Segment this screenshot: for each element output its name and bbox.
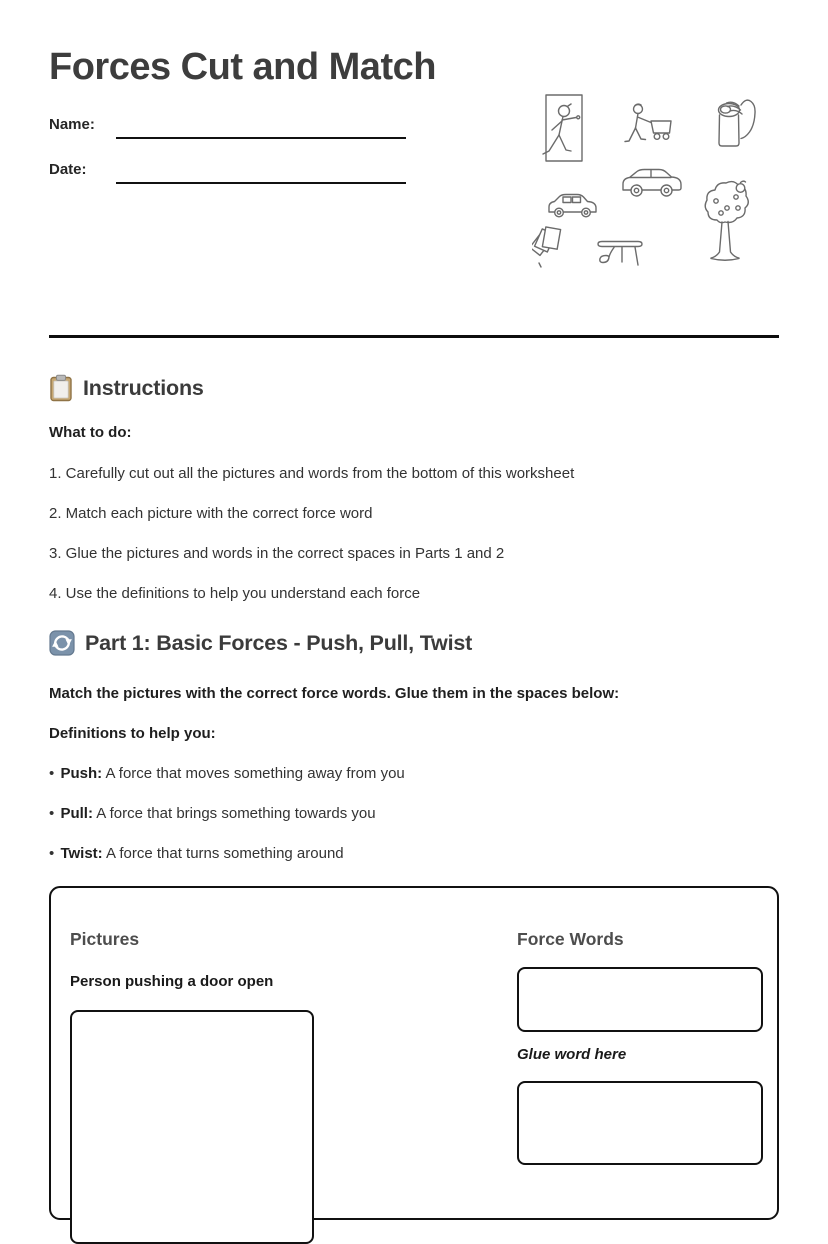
instructions-heading bbox=[49, 374, 204, 402]
bullet-glyph: • bbox=[49, 765, 55, 782]
picture-caption: Person pushing a door open bbox=[70, 973, 274, 990]
name-write-line bbox=[116, 137, 406, 139]
definition-text: A force that moves something away from you bbox=[105, 765, 405, 782]
arrows-cycle-icon bbox=[49, 630, 75, 656]
pictures-column-header: Pictures bbox=[70, 929, 140, 949]
definition-push bbox=[49, 765, 405, 782]
person-pushing-door-illustration bbox=[540, 93, 584, 165]
instructions-heading-text: Instructions bbox=[83, 375, 204, 400]
table-with-shoe-illustration bbox=[592, 235, 646, 269]
definition-text: A force that brings something towards you bbox=[96, 805, 376, 822]
bullet-glyph: • bbox=[49, 805, 55, 822]
glue-word-here-label: Glue word here bbox=[517, 1046, 627, 1063]
bullet-glyph: • bbox=[49, 845, 55, 862]
section-divider bbox=[49, 335, 779, 338]
force-word-glue-box bbox=[517, 967, 763, 1032]
definition-term: Push: bbox=[60, 765, 103, 782]
definition-twist bbox=[49, 845, 344, 862]
person-pushing-cart-illustration bbox=[624, 101, 682, 149]
instruction-step: 1. Carefully cut out all the pictures and words from the bottom of this worksheet bbox=[49, 465, 575, 482]
instruction-step: 4. Use the definitions to help you understand each force bbox=[49, 585, 421, 602]
clipboard-icon bbox=[49, 374, 73, 402]
definition-term: Twist: bbox=[60, 845, 103, 862]
name-label: Name: bbox=[49, 116, 95, 133]
definition-text: A force that turns something around bbox=[106, 845, 344, 862]
instruction-step: 2. Match each picture with the correct force word bbox=[49, 505, 373, 522]
definition-term: Pull: bbox=[60, 805, 93, 822]
part1-heading-text: Part 1: Basic Forces - Push, Pull, Twist bbox=[85, 630, 473, 655]
car-illustration bbox=[620, 163, 684, 201]
force-words-column-header: Force Words bbox=[517, 929, 624, 949]
page-title: Forces Cut and Match bbox=[49, 46, 436, 88]
definition-pull bbox=[49, 805, 376, 822]
what-to-do-label: What to do: bbox=[49, 424, 132, 441]
instruction-step: 3. Glue the pictures and words in the correct spaces in Parts 1 and 2 bbox=[49, 545, 505, 562]
tree-with-apple-illustration bbox=[700, 178, 750, 264]
force-word-glue-box bbox=[517, 1081, 763, 1165]
match-instruction: Match the pictures with the correct force words. Glue them in the spaces below: bbox=[49, 685, 620, 702]
date-write-line bbox=[116, 182, 406, 184]
small-car-illustration bbox=[546, 189, 602, 221]
hand-twisting-bottle-cap-illustration bbox=[710, 95, 758, 157]
part1-heading bbox=[49, 630, 472, 656]
date-label: Date: bbox=[49, 161, 87, 178]
falling-cards-illustration bbox=[532, 223, 570, 269]
definitions-label: Definitions to help you: bbox=[49, 725, 216, 742]
picture-glue-box bbox=[70, 1010, 314, 1244]
forces-illustration-cluster bbox=[528, 85, 764, 277]
